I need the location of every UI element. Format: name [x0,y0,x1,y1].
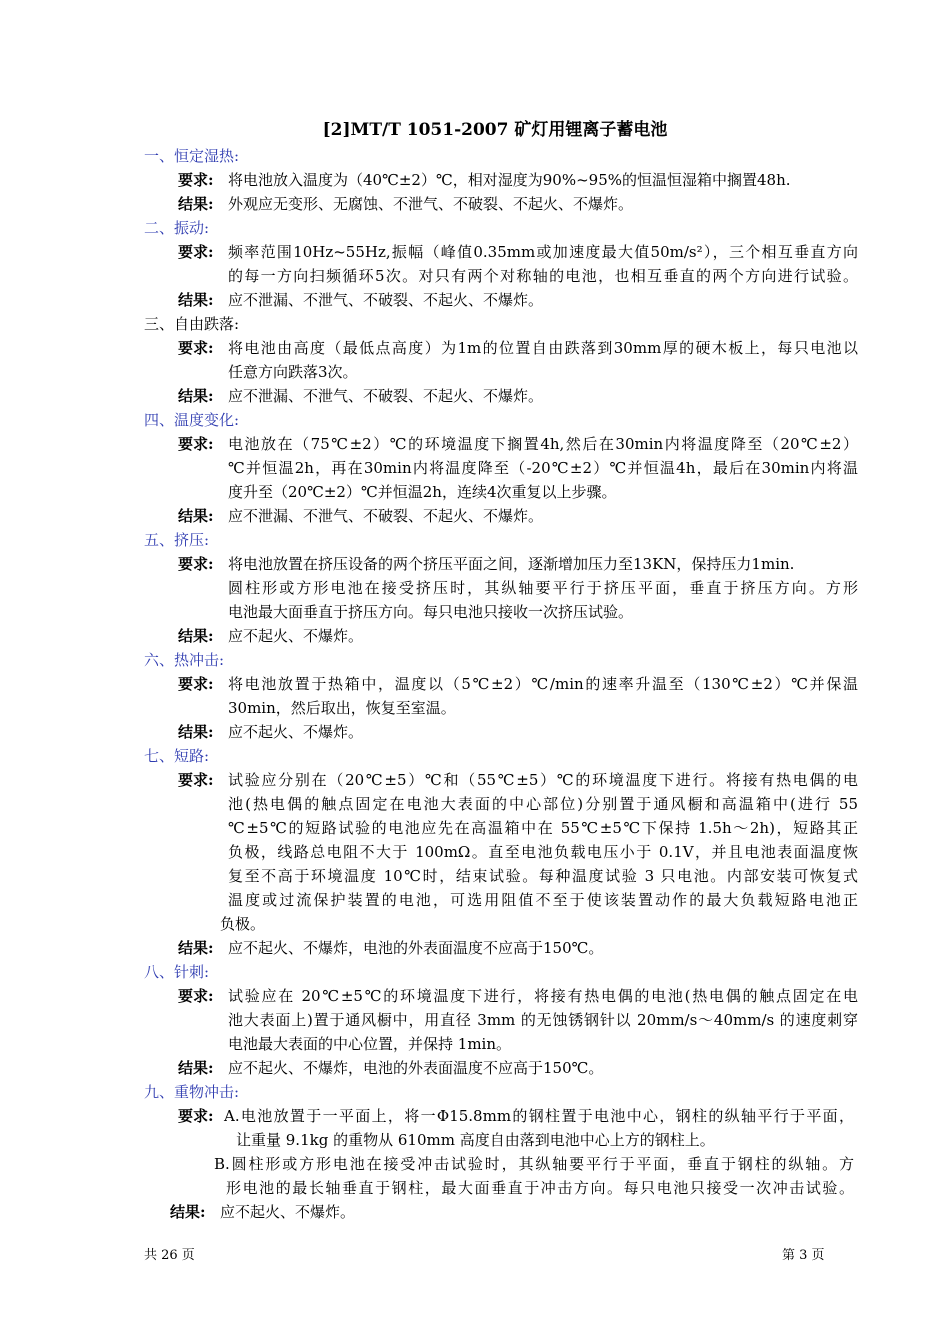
requirement-label: 要求: [178,555,214,573]
section-heading-heavy-impact: 九、重物冲击: [144,1083,240,1101]
requirement-text: ℃±5℃的短路试验的电池应先在高温箱中在 55℃±5℃下保持 1.5h～2h)，短路其正 [228,819,858,837]
requirement-label: 要求: [178,171,214,189]
result-label: 结果: [178,939,214,957]
result-label: 结果: [178,291,214,309]
result-label: 结果: [178,1059,214,1077]
requirement-text: 将电池放置于热箱中，温度以（5℃±2）℃/min的速率升温至（130℃±2）℃并保温 [228,675,858,693]
requirement-text: 任意方向跌落3次。 [228,363,358,381]
requirement-text: 将电池放置在挤压设备的两个挤压平面之间，逐渐增加压力至13KN，保持压力1min. [228,555,795,573]
requirement-text: 圆柱形或方形电池在接受挤压时，其纵轴要平行于挤压平面，垂直于挤压方向。方形 [228,579,858,597]
requirement-label: 要求: [178,675,214,693]
requirement-text: 度升至（20℃±2）℃并恒温2h，连续4次重复以上步骤。 [228,483,617,501]
section-heading-free-fall: 三、自由跌落: [144,315,240,333]
result-text: 应不起火、不爆炸。 [228,627,364,645]
requirement-label: 要求: [178,987,214,1005]
result-label: 结果: [178,387,214,405]
requirement-text: 电池最大表面的中心位置，并保持 1min。 [228,1035,511,1053]
result-text: 应不起火、不爆炸。 [220,1203,356,1221]
requirement-label: 要求: [178,771,214,789]
section-heading-crush: 五、挤压: [144,531,210,549]
requirement-text: ℃并恒温2h，再在30min内将温度降至（-20℃±2）℃并恒温4h，最后在30min内将温 [228,459,858,477]
result-text: 应不泄漏、不泄气、不破裂、不起火、不爆炸。 [228,291,544,309]
requirement-text: 池(热电偶的触点固定在电池大表面的中心部位)分别置于通风橱和高温箱中(进行 55 [228,795,858,813]
result-text: 应不泄漏、不泄气、不破裂、不起火、不爆炸。 [228,507,544,525]
requirement-text: 池大表面上)置于通风橱中，用直径 3mm 的无蚀锈钢针以 20mm/s～40mm/s 的速度刺穿 [228,1011,858,1029]
requirement-text: 将电池由高度（最低点高度）为1m的位置自由跌落到30mm厚的硬木板上，每只电池以 [228,339,858,357]
result-label: 结果: [178,195,214,213]
requirement-text: 试验应在 20℃±5℃的环境温度下进行，将接有热电偶的电池(热电偶的触点固定在电 [228,987,858,1005]
requirement-text: 形电池的最长轴垂直于钢柱，最大面垂直于冲击方向。每只电池只接受一次冲击试验。 [226,1179,854,1197]
requirement-label: 要求: [178,1107,214,1125]
requirement-text: B.圆柱形或方形电池在接受冲击试验时，其纵轴要平行于平面，垂直于钢柱的纵轴。方 [214,1155,854,1173]
result-text: 应不起火、不爆炸。 [228,723,364,741]
requirement-label: 要求: [178,243,214,261]
requirement-text: 30min，然后取出，恢复至室温。 [228,699,456,717]
result-label: 结果: [178,723,214,741]
requirement-text: 负极，线路总电阻不大于 100mΩ。直至电池负载电压小于 0.1V，并且电池表面温度恢 [228,843,858,861]
requirement-text: A.电池放置于一平面上，将一Φ15.8mm的钢柱置于电池中心，钢柱的纵轴平行于平面， [224,1107,854,1125]
result-text: 应不起火、不爆炸，电池的外表面温度不应高于150℃。 [228,939,604,957]
footer-total-pages: 共 26 页 [144,1248,195,1263]
requirement-text: 的每一方向扫频循环5次。对只有两个对称轴的电池，也相互垂直的两个方向进行试验。 [228,267,858,285]
requirement-text: 让重量 9.1kg 的重物从 610mm 高度自由落到电池中心上方的钢柱上。 [236,1131,715,1149]
requirement-text: 复至不高于环境温度 10℃时，结束试验。每种温度试验 3 只电池。内部安装可恢复式 [228,867,858,885]
requirement-text: 负极。 [220,915,266,933]
result-label: 结果: [170,1203,206,1221]
footer-page-number: 第 3 页 [782,1248,825,1263]
section-heading-thermal-shock: 六、热冲击: [144,651,225,669]
requirement-text: 将电池放入温度为（40℃±2）℃，相对湿度为90%~95%的恒温恒湿箱中搁置48h. [228,171,791,189]
result-label: 结果: [178,507,214,525]
section-heading-vibration: 二、振动: [144,219,210,237]
requirement-label: 要求: [178,339,214,357]
section-heading-constant-humidity: 一、恒定湿热: [144,147,240,165]
result-text: 应不泄漏、不泄气、不破裂、不起火、不爆炸。 [228,387,544,405]
requirement-text: 电池放在（75℃±2）℃的环境温度下搁置4h,然后在30min内将温度降至（20℃±2） [228,435,858,453]
section-heading-short-circuit: 七、短路: [144,747,210,765]
requirement-label: 要求: [178,435,214,453]
section-heading-temperature-change: 四、温度变化: [144,411,240,429]
requirement-text: 电池最大面垂直于挤压方向。每只电池只接收一次挤压试验。 [228,603,634,621]
requirement-text: 频率范围10Hz~55Hz,振幅（峰值0.35mm或加速度最大值50m/s²），三个相互垂直方向 [228,243,858,261]
requirement-text: 试验应分别在（20℃±5）℃和（55℃±5）℃的环境温度下进行。将接有热电偶的电 [228,771,858,789]
result-text: 外观应无变形、无腐蚀、不泄气、不破裂、不起火、不爆炸。 [228,195,634,213]
result-text: 应不起火、不爆炸，电池的外表面温度不应高于150℃。 [228,1059,604,1077]
requirement-text: 温度或过流保护装置的电池，可选用阻值不至于使该装置动作的最大负载短路电池正 [228,891,858,909]
document-title: [2]MT/T 1051-2007 矿灯用锂离子蓄电池 [322,120,668,140]
result-label: 结果: [178,627,214,645]
section-heading-nail-penetration: 八、针刺: [144,963,210,981]
